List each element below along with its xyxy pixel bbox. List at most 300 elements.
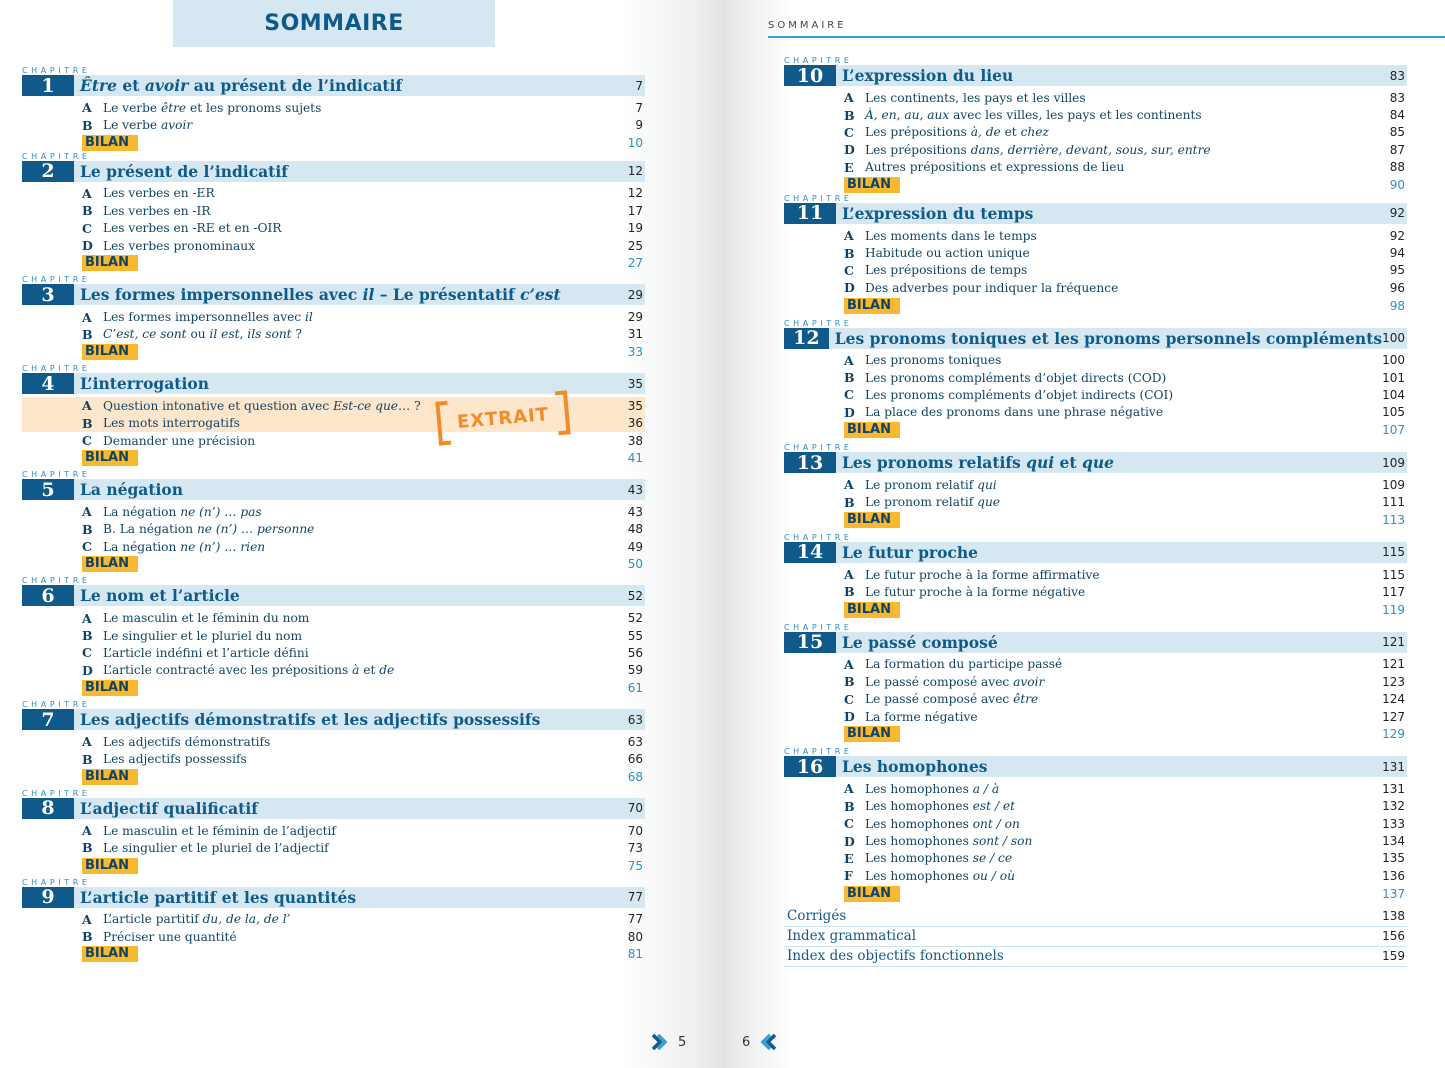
lesson-item[interactable] — [844, 124, 1407, 141]
chapter-label: CHAPITRE — [784, 56, 853, 65]
lesson-letter: A — [82, 185, 92, 201]
lesson-letter: B — [82, 521, 93, 537]
lesson-item[interactable] — [844, 227, 1407, 244]
chapter-number: 16 — [784, 756, 836, 777]
chapter-12 — [784, 319, 1407, 440]
chapter-heading[interactable] — [22, 887, 645, 908]
lesson-item[interactable] — [82, 326, 645, 343]
pager-left — [650, 1033, 686, 1051]
lesson-title: Les prépositions de temps — [865, 263, 1028, 278]
lesson-title: La forme négative — [865, 709, 978, 724]
lesson-letter: D — [82, 662, 93, 678]
page-title: SOMMAIRE — [264, 11, 404, 36]
lesson-title: Le futur proche à la forme affirmative — [865, 567, 1100, 582]
chapter-heading[interactable] — [22, 75, 645, 96]
lesson-page: 136 — [1382, 868, 1405, 883]
lesson-title: Les verbes en -RE et en -OIR — [103, 221, 282, 236]
bilan-row[interactable] — [82, 343, 645, 361]
lesson-page: 38 — [627, 433, 643, 448]
lesson-item[interactable] — [844, 386, 1407, 403]
chapter-label: CHAPITRE — [784, 443, 853, 453]
bilan-badge[interactable]: BILAN — [82, 556, 138, 572]
lesson-title: La négation ne (n’) … pas — [103, 504, 262, 519]
lesson-item[interactable] — [82, 116, 645, 133]
lesson-title: Les verbes pronominaux — [103, 238, 255, 253]
lesson-item[interactable] — [82, 308, 645, 325]
lesson-item[interactable] — [82, 911, 645, 928]
lesson-page: 123 — [1382, 674, 1405, 689]
bilan-badge[interactable]: BILAN — [82, 135, 138, 151]
lesson-title: Le masculin et le féminin de l’adjectif — [103, 823, 336, 838]
lesson-item[interactable] — [844, 583, 1407, 600]
lesson-title: C’est, ce sont ou il est, ils sont ? — [103, 327, 302, 342]
toc-right — [784, 56, 1407, 967]
lesson-letter: C — [844, 691, 854, 707]
lesson-title: Le singulier et le pluriel du nom — [103, 628, 303, 643]
extrait-label: EXTRAIT — [456, 403, 550, 433]
chapter-number: 12 — [784, 328, 829, 349]
page-number-left: 5 — [678, 1034, 687, 1050]
chapter-title[interactable]: L’interrogation — [80, 374, 209, 394]
lesson-item[interactable] — [844, 244, 1407, 261]
lesson-item[interactable] — [844, 369, 1407, 386]
bilan-badge[interactable]: BILAN — [82, 769, 138, 785]
chapter-7 — [22, 700, 645, 786]
lesson-item[interactable] — [82, 928, 645, 945]
lesson-item[interactable] — [844, 780, 1407, 797]
lesson-letter: A — [82, 911, 92, 927]
bilan-row[interactable] — [844, 601, 1407, 619]
lesson-title: Demander une précision — [103, 433, 256, 448]
lesson-item[interactable] — [82, 644, 645, 661]
running-head-rule — [768, 36, 1445, 38]
lesson-item[interactable] — [844, 493, 1407, 510]
lesson-item[interactable] — [844, 141, 1407, 158]
bilan-badge[interactable]: BILAN — [844, 886, 900, 902]
chapter-number: 14 — [784, 542, 836, 563]
lesson-letter: C — [82, 220, 92, 236]
chapter-heading[interactable] — [784, 65, 1407, 86]
lesson-item[interactable] — [844, 159, 1407, 176]
lesson-letter: C — [82, 539, 92, 555]
chapter-number: 9 — [22, 887, 74, 908]
chapter-label: CHAPITRE — [784, 747, 853, 757]
lesson-title: Les pronoms toniques — [865, 353, 1002, 368]
lesson-item[interactable] — [82, 609, 645, 626]
chapter-page: 92 — [1389, 206, 1405, 221]
bilan-row[interactable] — [844, 176, 1407, 194]
bilan-badge[interactable]: BILAN — [82, 680, 138, 696]
chapter-page: 121 — [1382, 635, 1405, 650]
lesson-page: 87 — [1389, 142, 1405, 157]
chapter-title[interactable]: Le futur proche — [842, 542, 978, 562]
lesson-page: 35 — [627, 398, 643, 413]
bilan-row[interactable] — [82, 134, 645, 152]
lesson-letter: B — [82, 203, 93, 219]
chapter-15 — [784, 623, 1407, 744]
lesson-page: 111 — [1382, 495, 1405, 510]
lesson-item[interactable] — [844, 656, 1407, 673]
chapter-title-bar — [74, 75, 645, 96]
lesson-page: 29 — [627, 310, 643, 325]
lesson-title: Habitude ou action unique — [865, 246, 1030, 261]
lesson-page: 83 — [1389, 90, 1405, 105]
back-matter-item[interactable] — [784, 947, 1407, 967]
chapter-heading[interactable] — [784, 756, 1407, 777]
lesson-page: 19 — [627, 221, 643, 236]
lesson-page: 55 — [627, 628, 643, 643]
chapter-label: CHAPITRE — [22, 877, 91, 887]
chapter-6 — [22, 576, 645, 697]
chapter-page: 7 — [635, 78, 643, 93]
chapter-label: CHAPITRE — [22, 470, 91, 480]
lesson-item[interactable] — [82, 750, 645, 767]
running-head: SOMMAIRE — [768, 20, 847, 31]
chapter-number: 6 — [22, 585, 74, 606]
lesson-item[interactable] — [82, 839, 645, 856]
lesson-letter: B — [844, 798, 855, 814]
chapter-title-bar — [74, 161, 645, 182]
chapter-title-bar — [836, 756, 1407, 777]
lesson-letter: E — [844, 159, 854, 175]
lesson-item[interactable] — [844, 708, 1407, 725]
bilan-row[interactable] — [844, 421, 1407, 439]
lesson-item[interactable] — [844, 815, 1407, 832]
lesson-letter: A — [844, 781, 854, 797]
lesson-letter: A — [82, 734, 92, 750]
chapter-number: 11 — [784, 203, 836, 224]
chevron-right-icon[interactable] — [650, 1033, 668, 1051]
lesson-title: Les pronoms compléments d’objet indirects (COI) — [865, 387, 1174, 402]
lesson-title: Le passé composé avec être — [865, 692, 1039, 707]
lesson-title: La formation du participe passé — [865, 657, 1063, 672]
chapter-heading[interactable] — [22, 798, 645, 819]
lesson-letter: C — [82, 433, 92, 449]
lesson-title: Les adjectifs possessifs — [103, 752, 247, 767]
lesson-letter: D — [844, 404, 855, 420]
lesson-title: Les prépositions à, de et chez — [865, 125, 1049, 140]
lesson-item[interactable] — [844, 798, 1407, 815]
lesson-title: Les mots interrogatifs — [103, 416, 240, 431]
bilan-page: 129 — [1382, 727, 1405, 742]
chapter-heading[interactable] — [784, 203, 1407, 224]
lesson-letter: A — [82, 100, 92, 116]
bilan-badge[interactable]: BILAN — [82, 858, 138, 874]
lesson-title: Les continents, les pays et les villes — [865, 90, 1086, 105]
sommaire-title-box — [173, 0, 495, 47]
lesson-title: L’article indéfini et l’article défini — [103, 645, 309, 660]
lesson-item[interactable] — [82, 733, 645, 750]
lesson-page: 56 — [627, 645, 643, 660]
chapter-number: 1 — [22, 75, 74, 96]
lesson-letter: A — [844, 477, 854, 493]
lesson-page: 92 — [1389, 228, 1405, 243]
lesson-item[interactable] — [844, 566, 1407, 583]
bilan-row[interactable] — [82, 254, 645, 272]
lesson-title: Les prépositions dans, derrière, devant, sous, sur, entre — [865, 142, 1211, 157]
lesson-letter: C — [844, 816, 854, 832]
chapter-label: CHAPITRE — [22, 364, 91, 374]
chapter-5 — [22, 470, 645, 573]
bilan-badge[interactable]: BILAN — [82, 255, 138, 271]
chevron-left-icon[interactable] — [760, 1033, 778, 1051]
chapter-number: 13 — [784, 452, 836, 473]
lesson-title: Les homophones a / à — [865, 781, 1000, 796]
lesson-page: 59 — [627, 663, 643, 678]
bilan-page: 41 — [627, 451, 643, 466]
chapter-9 — [22, 878, 645, 964]
lesson-item[interactable] — [82, 627, 645, 644]
chapter-heading[interactable] — [784, 328, 1407, 349]
chapter-title-bar — [836, 203, 1407, 224]
back-matter-page: 159 — [1382, 949, 1405, 964]
lesson-page: 84 — [1389, 108, 1405, 123]
chapter-title[interactable]: L’adjectif qualificatif — [80, 798, 258, 818]
lesson-item[interactable] — [82, 822, 645, 839]
chapter-heading[interactable] — [22, 585, 645, 606]
chapter-title[interactable]: Le passé composé — [842, 632, 998, 652]
chapter-title-bar — [836, 542, 1407, 563]
bilan-page: 90 — [1389, 177, 1405, 192]
lesson-page: 52 — [627, 611, 643, 626]
lesson-title: Le singulier et le pluriel de l’adjectif — [103, 840, 329, 855]
bilan-row[interactable] — [844, 297, 1407, 315]
chapter-title[interactable]: Les formes impersonnelles avec il – Le présentatif c’est — [80, 285, 561, 305]
chapter-title[interactable]: Les pronoms relatifs qui et que — [842, 453, 1114, 473]
lesson-title: Les verbes en -IR — [103, 203, 211, 218]
lesson-item[interactable] — [82, 202, 645, 219]
lesson-page: 63 — [627, 734, 643, 749]
chapter-page: 100 — [1382, 331, 1405, 346]
bilan-row[interactable] — [82, 449, 645, 467]
bilan-row[interactable] — [82, 945, 645, 963]
lesson-page: 96 — [1389, 280, 1405, 295]
lesson-letter: B — [82, 628, 93, 644]
lesson-item[interactable] — [844, 262, 1407, 279]
lesson-title: Les pronoms compléments d’objet directs (COD) — [865, 370, 1167, 385]
chapter-title[interactable]: Le présent de l’indicatif — [80, 161, 288, 181]
lesson-item[interactable] — [844, 89, 1407, 106]
lesson-item[interactable] — [82, 538, 645, 555]
chapter-heading[interactable] — [784, 542, 1407, 563]
lesson-title: Des adverbes pour indiquer la fréquence — [865, 280, 1119, 295]
lesson-title: Le futur proche à la forme négative — [865, 584, 1086, 599]
chapter-title[interactable]: Être et avoir au présent de l’indicatif — [80, 76, 403, 95]
lesson-page: 25 — [627, 238, 643, 253]
bilan-badge[interactable]: BILAN — [844, 422, 900, 438]
lesson-letter: C — [844, 124, 854, 140]
chapter-label: CHAPITRE — [22, 66, 91, 75]
lesson-title: Question intonative et question avec Est-ce que… ? — [103, 398, 421, 413]
page-number-right: 6 — [742, 1034, 751, 1050]
bilan-badge[interactable]: BILAN — [844, 726, 900, 742]
bilan-badge[interactable]: BILAN — [82, 946, 138, 962]
lesson-item[interactable] — [844, 352, 1407, 369]
lesson-item[interactable] — [82, 237, 645, 254]
chapter-title-bar — [836, 65, 1407, 86]
bilan-row[interactable] — [82, 679, 645, 697]
lesson-item[interactable] — [844, 279, 1407, 296]
bilan-row[interactable] — [844, 885, 1407, 903]
lesson-title: Les homophones ont / on — [865, 816, 1020, 831]
bilan-page: 137 — [1382, 886, 1405, 901]
chapter-11 — [784, 194, 1407, 315]
lesson-page: 109 — [1382, 477, 1405, 492]
lesson-letter: C — [844, 262, 854, 278]
bilan-badge[interactable]: BILAN — [844, 298, 900, 314]
chapter-label: CHAPITRE — [784, 622, 853, 632]
chapter-title-bar — [836, 452, 1407, 473]
bilan-page: 113 — [1382, 512, 1405, 527]
lesson-item[interactable] — [844, 106, 1407, 123]
lesson-title: Les formes impersonnelles avec il — [103, 310, 313, 325]
lesson-letter: B — [844, 245, 855, 261]
back-matter-title: Index grammatical — [787, 928, 917, 945]
lesson-letter: A — [844, 567, 854, 583]
chapter-title-bar — [74, 479, 645, 500]
lesson-title: Les homophones est / et — [865, 799, 1016, 814]
chapter-heading[interactable] — [784, 452, 1407, 473]
lesson-item[interactable] — [844, 867, 1407, 884]
chapter-heading[interactable] — [22, 161, 645, 182]
chapter-title[interactable]: La négation — [80, 480, 184, 500]
lesson-letter: D — [844, 142, 855, 158]
chapter-title[interactable]: L’article partitif et les quantités — [80, 887, 357, 907]
lesson-title: La place des pronoms dans une phrase négative — [865, 405, 1164, 420]
lesson-item[interactable] — [82, 220, 645, 237]
bilan-badge[interactable]: BILAN — [844, 602, 900, 618]
chapter-title[interactable]: L’expression du temps — [842, 203, 1034, 223]
chapter-page: 35 — [627, 376, 643, 391]
chapter-3 — [22, 275, 645, 361]
lesson-item[interactable] — [82, 99, 645, 116]
chapter-page: 43 — [627, 482, 643, 497]
lesson-page: 105 — [1382, 405, 1405, 420]
lesson-page: 127 — [1382, 709, 1405, 724]
lesson-page: 70 — [627, 823, 643, 838]
bilan-badge[interactable]: BILAN — [844, 177, 900, 193]
lesson-title: Le passé composé avec avoir — [865, 674, 1045, 689]
lesson-letter: A — [844, 656, 854, 672]
pager-right — [742, 1033, 778, 1051]
chapter-title[interactable]: Les pronoms toniques et les pronoms personnels compléments — [834, 328, 1383, 348]
chapter-number: 5 — [22, 479, 74, 500]
lesson-item[interactable] — [82, 521, 645, 538]
lesson-letter: A — [82, 309, 92, 325]
bilan-page: 107 — [1382, 423, 1405, 438]
bilan-badge[interactable]: BILAN — [82, 450, 138, 466]
lesson-page: 48 — [627, 522, 643, 537]
chapter-page: 63 — [627, 712, 643, 727]
lesson-item[interactable] — [844, 476, 1407, 493]
lesson-letter: B — [82, 415, 93, 431]
chapter-title[interactable]: Les homophones — [842, 757, 988, 777]
lesson-title: Le verbe avoir — [103, 118, 193, 133]
lesson-title: Le pronom relatif qui — [865, 477, 997, 492]
bilan-row[interactable] — [82, 768, 645, 786]
chapter-label: CHAPITRE — [22, 576, 91, 586]
lesson-item[interactable] — [82, 662, 645, 679]
lesson-page: 77 — [627, 912, 643, 927]
lesson-letter: B — [82, 117, 93, 133]
lesson-page: 73 — [627, 840, 643, 855]
bilan-page: 33 — [627, 345, 643, 360]
lesson-page: 101 — [1382, 370, 1405, 385]
lesson-page: 36 — [627, 416, 643, 431]
lesson-item[interactable] — [844, 690, 1407, 707]
lesson-page: 94 — [1389, 246, 1405, 261]
lesson-item[interactable] — [844, 404, 1407, 421]
lesson-page: 88 — [1389, 160, 1405, 175]
chapter-heading[interactable] — [22, 479, 645, 500]
chapter-heading[interactable] — [22, 284, 645, 305]
lesson-title: Le verbe être et les pronoms sujets — [103, 100, 322, 115]
lesson-page: 95 — [1389, 263, 1405, 278]
lesson-page: 49 — [627, 539, 643, 554]
chapter-label: CHAPITRE — [22, 700, 91, 710]
chapter-page: 77 — [627, 890, 643, 905]
back-matter-item[interactable] — [784, 907, 1407, 927]
chapter-heading[interactable] — [784, 632, 1407, 653]
lesson-letter: B — [82, 326, 93, 342]
chapter-page: 29 — [627, 287, 643, 302]
lesson-item[interactable] — [844, 832, 1407, 849]
bilan-page: 27 — [627, 256, 643, 271]
extrait-bracket-left — [435, 401, 451, 446]
lesson-page: 100 — [1382, 353, 1405, 368]
lesson-title: Les moments dans le temps — [865, 228, 1037, 243]
lesson-title: B. La négation ne (n’) … personne — [103, 522, 315, 537]
lesson-letter: B — [82, 751, 93, 767]
chapter-2 — [22, 152, 645, 273]
lesson-letter: C — [82, 645, 92, 661]
bilan-row[interactable] — [82, 857, 645, 875]
lesson-letter: D — [844, 709, 855, 724]
chapter-number: 7 — [22, 709, 74, 730]
lesson-letter: A — [844, 90, 854, 106]
bilan-row[interactable] — [844, 725, 1407, 743]
lesson-item[interactable] — [82, 503, 645, 520]
lesson-page: 80 — [627, 929, 643, 944]
back-matter-item[interactable] — [784, 927, 1407, 947]
chapter-page: 115 — [1382, 545, 1405, 560]
bilan-row[interactable] — [82, 555, 645, 573]
bilan-badge[interactable]: BILAN — [82, 344, 138, 360]
bilan-page: 10 — [627, 135, 643, 150]
lesson-letter: A — [844, 228, 854, 244]
lesson-page: 117 — [1382, 584, 1405, 599]
lesson-letter: D — [82, 238, 93, 254]
bilan-badge[interactable]: BILAN — [844, 512, 900, 528]
chapter-title[interactable]: Les adjectifs démonstratifs et les adjectifs possessifs — [80, 710, 541, 730]
chapter-title[interactable]: L’expression du lieu — [842, 66, 1014, 85]
bilan-row[interactable] — [844, 511, 1407, 529]
lesson-letter: B — [844, 494, 855, 510]
lesson-item[interactable] — [844, 673, 1407, 690]
lesson-title: À, en, au, aux avec les villes, les pays et les continents — [865, 108, 1202, 123]
lesson-page: 85 — [1389, 125, 1405, 140]
chapter-title[interactable]: Le nom et l’article — [80, 586, 240, 606]
lesson-page: 124 — [1382, 692, 1405, 707]
chapter-8 — [22, 789, 645, 875]
lesson-letter: A — [82, 398, 92, 414]
lesson-item[interactable] — [82, 185, 645, 202]
chapter-heading[interactable] — [22, 709, 645, 730]
lesson-item[interactable] — [844, 850, 1407, 867]
lesson-page: 104 — [1382, 387, 1405, 402]
lesson-title: L’article contracté avec les prépositions à et de — [103, 663, 395, 678]
lesson-page: 31 — [627, 327, 643, 342]
